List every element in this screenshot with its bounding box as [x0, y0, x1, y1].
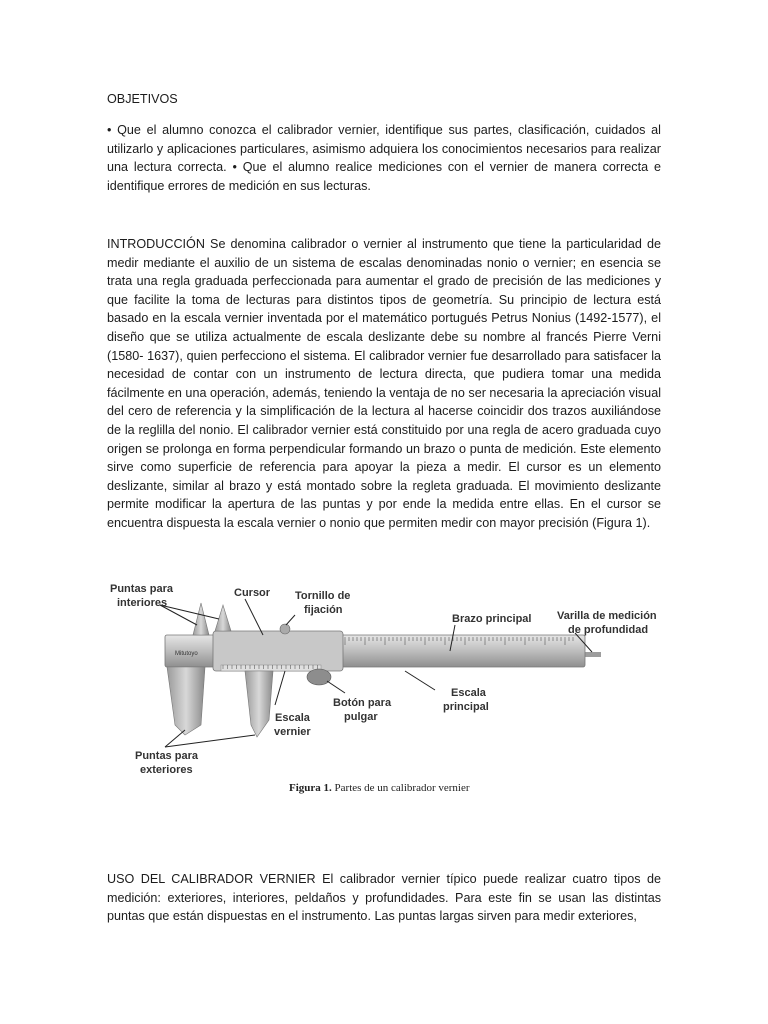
label-escala-principal: Escala [451, 687, 486, 699]
outside-jaw-fixed [167, 667, 205, 735]
outside-jaw-slider [245, 671, 273, 737]
label-puntas-interiores-2: interiores [117, 597, 168, 609]
label-tornillo-2: fijación [304, 604, 343, 616]
label-boton: Botón para [333, 697, 392, 709]
label-varilla: Varilla de medición [557, 610, 657, 622]
objetivos-heading: OBJETIVOS [107, 92, 178, 106]
label-puntas-interiores: Puntas para [110, 583, 173, 595]
vernier-plate [221, 665, 321, 671]
thumb-button [307, 669, 331, 685]
label-boton-2: pulgar [344, 711, 378, 723]
label-escala-vernier-2: vernier [274, 726, 311, 738]
inside-jaw-slider [215, 605, 231, 631]
label-puntas-exteriores: Puntas para [135, 750, 198, 762]
figure-caption [289, 782, 470, 794]
caption-bold: Figura 1. [289, 782, 332, 794]
label-puntas-exteriores-2: exteriores [140, 764, 193, 776]
label-brazo: Brazo principal [452, 613, 532, 625]
inside-jaw-fixed [193, 603, 209, 635]
label-escala-principal-2: principal [443, 701, 489, 713]
label-varilla-2: de profundidad [568, 624, 649, 636]
depth-rod [585, 652, 601, 657]
locking-screw [280, 624, 290, 634]
objetivos-paragraph: • Que el alumno conozca el calibrador vernier, identifique sus partes, clasificación, cuidados al utilizarlo y aplicaciones particulares, asimismo adquiera los conocimientos necesarios para realizar una lectura correcta. • Que el alumno realice mediciones con el vernier de manera correcta e identifique errores de medición en sus lecturas. [107, 123, 661, 193]
uso-paragraph: USO DEL CALIBRADOR VERNIER El calibrador vernier típico puede realizar cuatro tipos de medición: exteriores, interiores, peldaños y profundidades. Para este fin se usan las distintas puntas que están dispuestas en el instrumento. Las puntas largas sirven para medir exteriores, [107, 872, 661, 924]
figure-calibrador [105, 575, 665, 800]
introduccion-paragraph: INTRODUCCIÓN Se denomina calibrador o vernier al instrumento que tiene la particularidad de medir mediante el auxilio de un sistema de escalas denominadas nonio o vernier; en esencia se trata una regla graduada perfeccionada para aumentar el grado de precisión de las mediciones y que facilite la toma de lecturas para distintos tipos de geometría. Su principio de lectura está basado en la escala vernier inventada por el matemático portugués Petrus Nonius (1492-1577), el diseño que se utiliza actualmente de escala deslizante debe su nombre al francés Pierre Verni (1580- 1637), quien perfecciono el sistema. El calibrador vernier fue desarrollado para satisfacer la necesidad de contar con un instrumento de lectura directa, que pudiera tomar una medida fácilmente en una operación, además, teniendo la ventaja de no ser necesaria la apreciación visual del cero de referencia y la simplificación de la lectura al hacerse coincidir dos trazos auxiliándose de la reglilla del nonio. El calibrador vernier está constituido por una regla de acero graduada cuyo origen se prolonga en forma perpendicular formando un brazo o punta de medición. Este elemento sirve como superficie de referencia para apoyar la pieza a medir. El cursor es un elemento deslizante, similar al brazo y está montado sobre la regleta graduada. El movimiento deslizante permite modificar la apertura de las puntas y por ende la medida entre ellas. En el cursor se encuentra dispuesta la escala vernier o nonio que permiten medir con mayor precisión (Figura 1). [107, 237, 661, 530]
brand-label: Mitutoyo [175, 651, 198, 657]
caption-text: Partes de un calibrador vernier [331, 782, 470, 794]
label-cursor: Cursor [234, 587, 271, 599]
caliper-illustration [105, 575, 665, 800]
label-escala-vernier: Escala [275, 712, 310, 724]
label-tornillo: Tornillo de [295, 590, 351, 602]
